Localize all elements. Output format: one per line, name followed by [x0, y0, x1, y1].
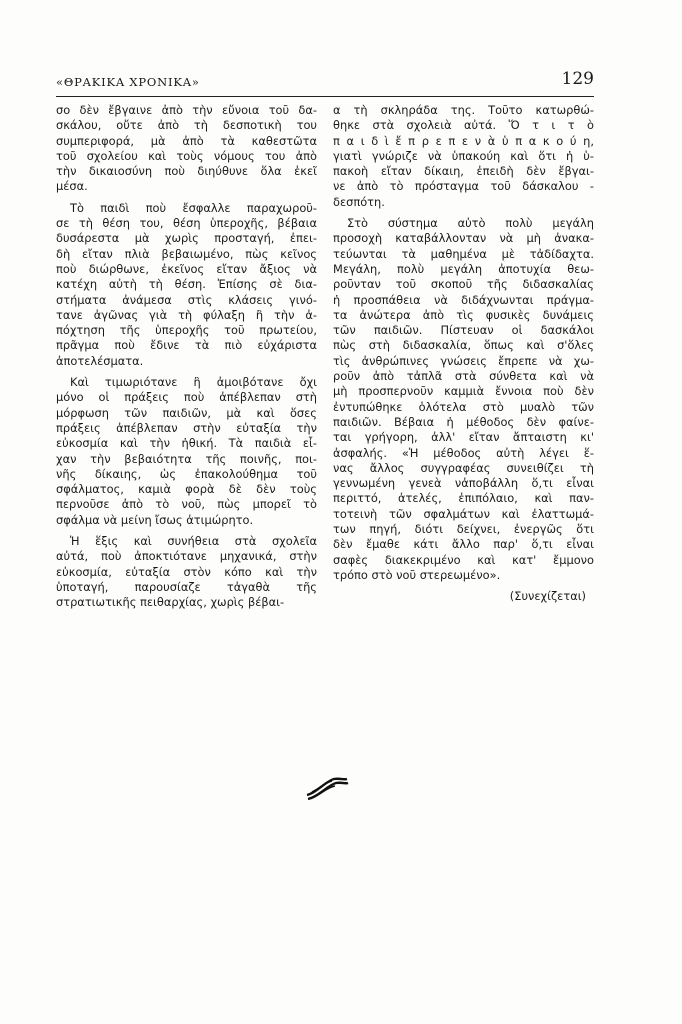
- text-line: περιττό, ἀτελές, ἐπιπόλαιο, καὶ παν-: [333, 491, 594, 506]
- text-line: πὼς στὴ διδασκαλία, ὅπως καὶ σ'ὅλες: [333, 338, 594, 353]
- text-line: ἀσφαλής. «Ἡ μέθοδος αὐτὴ λέγει ἕ-: [333, 445, 594, 460]
- text-line: ἡ προσπάθεια νὰ διδάχνωνται πράγμα-: [333, 292, 594, 307]
- paragraph: [333, 103, 594, 210]
- paragraph: [56, 534, 317, 610]
- text-line: σαφὲς διακεκριμένο καὶ κατ' ἔμμονο: [333, 552, 594, 567]
- text-line: τοῦ σχολείου καὶ τοὺς νόμους του ἀπὸ: [56, 148, 317, 163]
- text-line: νῆς δίκαιης, ὡς ἐπακολούθημα τοῦ: [56, 466, 317, 481]
- paragraph: [56, 375, 317, 528]
- text-line: γιατὶ γνώριζε νὰ ὑπακούη καὶ ὅτι ἡ ὑ-: [333, 148, 594, 163]
- text-line: Τὸ παιδὶ ποὺ ἔσφαλλε παραχωροῦ-: [70, 200, 317, 215]
- text-line: γεννωμένη γενεὰ νἀποβάλλη ὅ,τι εἶναι: [333, 476, 594, 491]
- double-swash-ornament-icon: [304, 775, 350, 801]
- text-line: σκάλου, οὔτε ἀπὸ τὴ δεσποτικὴ του: [56, 118, 317, 133]
- paragraph: [56, 103, 317, 195]
- text-line: ποὺ διώρθωνε, ἐκεῖνος εἴταν ἄξιος νὰ: [56, 261, 317, 276]
- text-line: δὴ εἴταν πλιὰ βεβαιωμένο, πὼς κεῖνος: [56, 246, 317, 261]
- journal-title: «ΘΡΑΚΙΚΑ ΧΡΟΝΙΚΑ»: [56, 75, 200, 89]
- text-line: νε ἀπὸ τὸ πρόσταγμα τοῦ δάσκαλου -: [333, 179, 594, 194]
- text-line: τρόπο στὸ νοῦ στερεωμένο».: [333, 567, 501, 582]
- text-line: α τὴ σκληράδα της. Τοῦτο κατωρθώ-: [333, 103, 594, 117]
- text-line: πράξεις ἀπέβλεπαν στὴν εὐταξία τὴν: [56, 420, 317, 435]
- text-line: Ἡ ἕξις καὶ συνήθεια στὰ σχολεῖα: [70, 534, 317, 549]
- left-column: [56, 103, 317, 617]
- text-line: Στὸ σύστημα αὐτὸ πολὺ μεγάλη: [347, 216, 594, 231]
- header-rule: [56, 96, 594, 97]
- text-line: εὐκοσμία καὶ τὴν ἠθική. Τὰ παιδιὰ εἶ-: [56, 436, 317, 451]
- text-line: πακοὴ εἴταν δίκαιη, ἐπειδὴ δὲν ἔβγαι-: [333, 164, 594, 179]
- text-line: εὐκοσμία, εὐταξία στὸν κόπο καὶ τὴν: [56, 564, 317, 579]
- text-line: μέσα.: [56, 179, 88, 194]
- text-line: μόρφωση τῶν παιδιῶν, μὰ καὶ ὅσες: [56, 405, 317, 420]
- text-line: προσοχὴ καταβάλλονταν νὰ μὴ ἀνακα-: [333, 231, 594, 246]
- text-line: δεσπότη.: [333, 194, 385, 209]
- text-line: Μεγάλη, πολὺ μεγάλη ἀποτυχία θεω-: [333, 261, 594, 276]
- text-line: τὴν δικαιοσύνη ποὺ διηύθυνε ὅλα ἐκεῖ: [56, 164, 317, 179]
- text-line: στήματα ἀνάμεσα στὶς κλάσεις γινό-: [56, 292, 317, 307]
- page-number: 129: [561, 69, 594, 89]
- continuation-note: (Συνεχίζεται): [509, 589, 586, 604]
- text-line: τὶς ἀνθρώπινες γνώσεις ἔπρεπε νὰ χω-: [333, 353, 594, 368]
- text-line: μόνο οἱ πράξεις ποὺ ἀπέβλεπαν στὴ: [56, 390, 317, 405]
- text-line: στρατιωτικῆς πειθαρχίας, χωρὶς βέβαι-: [56, 595, 285, 610]
- text-line: δυσάρεστα μὰ χωρὶς προσταγή, ἐπει-: [56, 231, 317, 246]
- text-line: τῶν παιδιῶν. Πίστευαν οἱ δασκάλοι: [333, 323, 594, 338]
- text-line: παιδιῶν. Βέβαια ἡ μέθοδος δὲν φαίνε-: [333, 414, 594, 429]
- text-line: σφάλμα νὰ μείνη ἴσως ἀτιμώρητο.: [56, 512, 254, 527]
- text-line: Καὶ τιμωριότανε ἢ ἀμοιβότανε ὄχι: [70, 375, 317, 390]
- text-line: ὑποταγή, παρουσίαζε τἀγαθὰ τῆς: [56, 579, 317, 594]
- text-line: νας ἄλλος συγγραφέας συνειθίζει τὴ: [333, 460, 594, 475]
- text-line: σφάλματος, καμιὰ φορὰ δὲ δὲν τοὺς: [56, 482, 317, 497]
- text-line: τεύωνται τὰ μαθημένα μὲ τἀδίδαχτα.: [333, 246, 594, 261]
- text-line: ἀποτελέσματα.: [56, 353, 144, 368]
- text-line: των πηγή, διότι δείχνει, ἐνεργῶς ὅτι: [333, 522, 594, 537]
- paragraph: [56, 201, 317, 369]
- text-line: χαν τὴν βεβαιότητα τῆς ποινῆς, ποι-: [56, 451, 317, 466]
- text-line: συμπεριφορά, μὰ ἀπὸ τὰ καθεστῶτα: [56, 133, 317, 148]
- text-line: κατέχη αὐτὴ τὴ θέση. Ἐπίσης σὲ δια-: [56, 277, 317, 292]
- right-column: [333, 103, 594, 605]
- running-header: [56, 69, 594, 93]
- text-line: ἐντυπώθηκε ὁλότελα στὸ μυαλὸ τῶν: [333, 399, 594, 414]
- text-line: πρᾶγμα ποὺ ἔδινε τὰ πιὸ εὐχάριστα: [56, 338, 317, 353]
- text-line: θηκε στὰ σχολειὰ αὐτά. Ὅ τ ι τ ὸ: [333, 118, 594, 133]
- text-line: μὴ προσπερνοῦν καμμιὰ ἔννοια ποὺ δὲν: [333, 384, 594, 399]
- text-line: τανε ἀγῶνας γιὰ τὴ φύλαξη ἢ τὴν ἀ-: [56, 307, 317, 322]
- text-line: ται γρήγορη, ἀλλ' εἴταν ἄπταιστη κι': [333, 430, 594, 445]
- text-line: τοτεινὴ τῶν σφαλμάτων καὶ ἐλαττωμά-: [333, 506, 594, 521]
- text-line: π α ι δ ὶ ἔ π ρ ε π ε ν ὰ ὑ π α κ ο ύ η,: [333, 133, 594, 148]
- text-line: ροῦνταν τοῦ σκοποῦ τῆς διδασκαλίας: [333, 277, 594, 292]
- text-line: σε τὴ θέση του, θέση ὑπεροχῆς, βέβαια: [56, 216, 317, 231]
- text-line: περνοῦσε ἀπὸ τὸ νοῦ, πὼς μπορεῖ τὸ: [56, 497, 317, 512]
- text-line: δὲν ἔμαθε κάτι ἄλλο παρ' ὅ,τι εἶναι: [333, 537, 594, 552]
- paragraph: [333, 216, 594, 583]
- text-line: πόχτηση τῆς ὑπεροχῆς τοῦ πρωτείου,: [56, 323, 317, 338]
- text-line: αὐτά, ποὺ ἀποκτιότανε μηχανικά, στὴν: [56, 549, 317, 564]
- text-line: σο δὲν ἔβγαινε ἀπὸ τὴν εὔνοια τοῦ δα-: [56, 103, 317, 117]
- text-line: ροῦν ἀπὸ τἀπλᾶ στὰ σύνθετα καὶ νὰ: [333, 369, 594, 384]
- text-line: τα ἀνώτερα ἀπὸ τὶς φυσικὲς δυνάμεις: [333, 307, 594, 322]
